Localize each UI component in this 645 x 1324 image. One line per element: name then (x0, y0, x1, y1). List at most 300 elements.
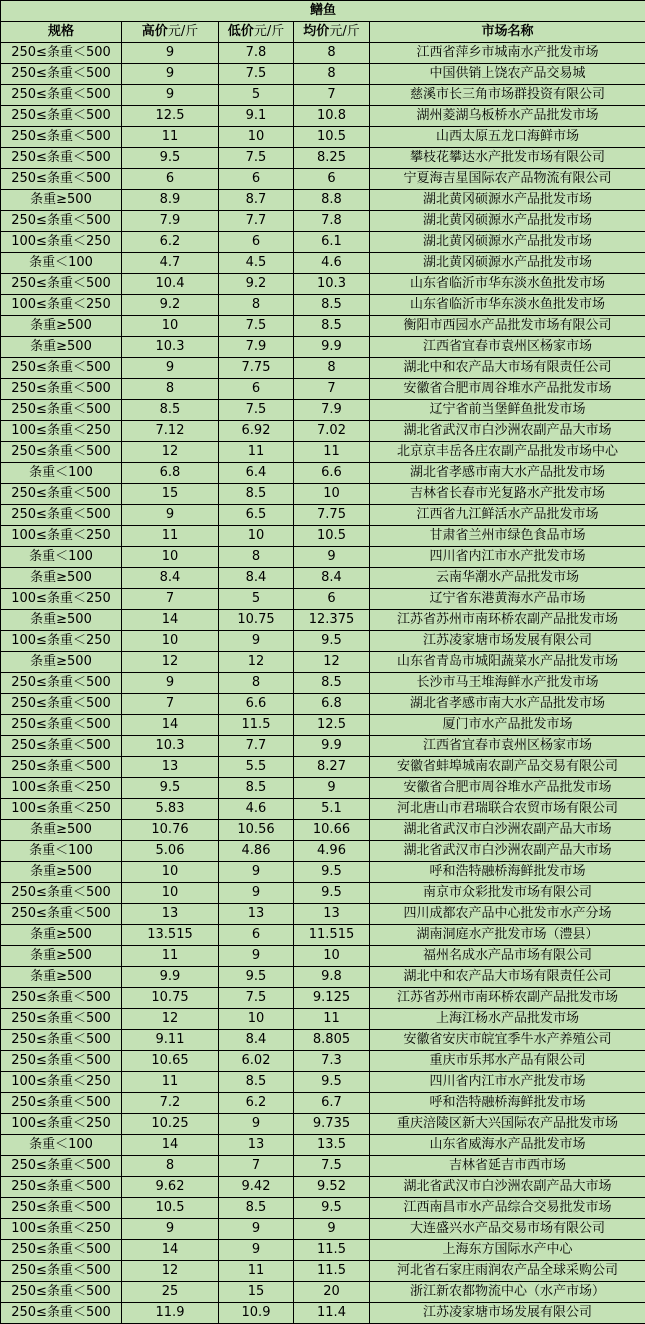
cell-spec: 条重≥500 (1, 337, 122, 358)
cell-spec: 100≤条重＜250 (1, 1072, 122, 1093)
cell-high-price: 14 (122, 1240, 219, 1261)
cell-spec: 250≤条重＜500 (1, 358, 122, 379)
cell-avg-price: 10.5 (294, 127, 370, 148)
cell-spec: 250≤条重＜500 (1, 1051, 122, 1072)
table-row (1, 967, 645, 988)
cell-market: 福州名成水产品市场有限公司 (370, 946, 645, 967)
cell-market: 四川成都农产品中心批发市水产分场 (370, 904, 645, 925)
cell-high-price: 11 (122, 127, 219, 148)
cell-high-price: 10.75 (122, 988, 219, 1009)
table-row (1, 1282, 645, 1303)
cell-low-price: 7.7 (219, 736, 294, 757)
header-high-label: 高价 (141, 24, 168, 39)
table-row (1, 1240, 645, 1261)
table-row (1, 988, 645, 1009)
cell-avg-price: 9.5 (294, 631, 370, 652)
cell-spec: 条重＜100 (1, 463, 122, 484)
table-row (1, 778, 645, 799)
table-row (1, 316, 645, 337)
cell-market: 江苏凌家塘市场发展有限公司 (370, 1303, 645, 1324)
table-body (1, 43, 645, 1324)
cell-high-price: 12.5 (122, 106, 219, 127)
cell-low-price: 10.9 (219, 1303, 294, 1324)
cell-avg-price: 6 (294, 169, 370, 190)
cell-market: 湖北省武汉市白沙洲农副产品大市场 (370, 1177, 645, 1198)
cell-spec: 250≤条重＜500 (1, 694, 122, 715)
cell-high-price: 10 (122, 631, 219, 652)
cell-low-price: 9 (219, 631, 294, 652)
cell-spec: 条重＜100 (1, 1135, 122, 1156)
cell-low-price: 4.6 (219, 799, 294, 820)
cell-market: 吉林省延吉市西市场 (370, 1156, 645, 1177)
cell-low-price: 13 (219, 904, 294, 925)
cell-low-price: 8 (219, 673, 294, 694)
cell-avg-price: 11.515 (294, 925, 370, 946)
table-row (1, 1261, 645, 1282)
table-row (1, 568, 645, 589)
cell-high-price: 14 (122, 715, 219, 736)
table-row (1, 1093, 645, 1114)
cell-market: 湖北省武汉市白沙洲农副产品大市场 (370, 421, 645, 442)
cell-low-price: 7.5 (219, 316, 294, 337)
cell-spec: 250≤条重＜500 (1, 379, 122, 400)
cell-avg-price: 8.5 (294, 316, 370, 337)
cell-high-price: 14 (122, 610, 219, 631)
cell-market: 上海东方国际水产中心 (370, 1240, 645, 1261)
table-row (1, 1030, 645, 1051)
cell-spec: 250≤条重＜500 (1, 1009, 122, 1030)
table-row (1, 820, 645, 841)
cell-spec: 条重≥500 (1, 946, 122, 967)
cell-spec: 250≤条重＜500 (1, 1240, 122, 1261)
table-row (1, 715, 645, 736)
header-market: 市场名称 (370, 22, 645, 43)
cell-market: 湖州菱湖乌板桥水产品批发市场 (370, 106, 645, 127)
cell-spec: 100≤条重＜250 (1, 232, 122, 253)
cell-low-price: 9.2 (219, 274, 294, 295)
cell-spec: 100≤条重＜250 (1, 589, 122, 610)
cell-low-price: 9 (219, 1219, 294, 1240)
cell-spec: 100≤条重＜250 (1, 526, 122, 547)
cell-low-price: 13 (219, 1135, 294, 1156)
table-row (1, 442, 645, 463)
table-row (1, 211, 645, 232)
cell-spec: 条重≥500 (1, 652, 122, 673)
cell-low-price: 10.56 (219, 820, 294, 841)
cell-low-price: 9 (219, 1114, 294, 1135)
cell-avg-price: 8.805 (294, 1030, 370, 1051)
cell-avg-price: 20 (294, 1282, 370, 1303)
cell-high-price: 9 (122, 1219, 219, 1240)
cell-low-price: 6.4 (219, 463, 294, 484)
cell-high-price: 10.76 (122, 820, 219, 841)
cell-spec: 250≤条重＜500 (1, 883, 122, 904)
cell-high-price: 10.4 (122, 274, 219, 295)
cell-high-price: 9 (122, 673, 219, 694)
table-row (1, 169, 645, 190)
cell-spec: 250≤条重＜500 (1, 211, 122, 232)
cell-avg-price: 10.8 (294, 106, 370, 127)
cell-low-price: 10 (219, 127, 294, 148)
cell-market: 攀枝花攀达水产批发市场有限公司 (370, 148, 645, 169)
cell-market: 中国供销上饶农产品交易城 (370, 64, 645, 85)
cell-avg-price: 8.27 (294, 757, 370, 778)
cell-market: 上海江杨水产品批发市场 (370, 1009, 645, 1030)
cell-avg-price: 9.735 (294, 1114, 370, 1135)
cell-market: 山东省临沂市华东淡水鱼批发市场 (370, 295, 645, 316)
cell-market: 江西南昌市水产品综合交易批发市场 (370, 1198, 645, 1219)
cell-low-price: 6.02 (219, 1051, 294, 1072)
cell-high-price: 9.9 (122, 967, 219, 988)
cell-high-price: 8 (122, 379, 219, 400)
header-avg-unit: 元/斤 (329, 24, 360, 39)
cell-market: 江苏省苏州市南环桥农副产品批发市场 (370, 988, 645, 1009)
cell-avg-price: 4.6 (294, 253, 370, 274)
cell-avg-price: 6.7 (294, 1093, 370, 1114)
table-row (1, 253, 645, 274)
table-row (1, 1156, 645, 1177)
cell-avg-price: 9.9 (294, 736, 370, 757)
cell-high-price: 10 (122, 316, 219, 337)
cell-low-price: 12 (219, 652, 294, 673)
cell-spec: 100≤条重＜250 (1, 631, 122, 652)
cell-spec: 250≤条重＜500 (1, 43, 122, 64)
header-spec: 规格 (1, 22, 122, 43)
cell-market: 湖北省孝感市南大水产品批发市场 (370, 694, 645, 715)
cell-market: 南京市众彩批发市场有限公司 (370, 883, 645, 904)
cell-avg-price: 9.52 (294, 1177, 370, 1198)
cell-low-price: 7.9 (219, 337, 294, 358)
cell-high-price: 7 (122, 694, 219, 715)
table-row (1, 526, 645, 547)
header-high-price (122, 22, 219, 43)
cell-spec: 250≤条重＜500 (1, 64, 122, 85)
cell-low-price: 6.2 (219, 1093, 294, 1114)
cell-high-price: 11 (122, 526, 219, 547)
cell-high-price: 8 (122, 1156, 219, 1177)
cell-spec: 条重≥500 (1, 316, 122, 337)
table-row (1, 295, 645, 316)
cell-low-price: 6 (219, 379, 294, 400)
cell-avg-price: 10 (294, 946, 370, 967)
cell-low-price: 9.5 (219, 967, 294, 988)
table-row (1, 484, 645, 505)
cell-market: 山西太原五龙口海鲜市场 (370, 127, 645, 148)
cell-high-price: 13 (122, 904, 219, 925)
cell-avg-price: 7 (294, 379, 370, 400)
cell-low-price: 5.5 (219, 757, 294, 778)
cell-market: 江西省宜春市袁州区杨家市场 (370, 337, 645, 358)
cell-spec: 250≤条重＜500 (1, 757, 122, 778)
table-row (1, 694, 645, 715)
table-row (1, 358, 645, 379)
table-row (1, 904, 645, 925)
cell-low-price: 11 (219, 1261, 294, 1282)
table-row (1, 841, 645, 862)
cell-market: 厦门市水产品批发市场 (370, 715, 645, 736)
cell-high-price: 10.65 (122, 1051, 219, 1072)
cell-avg-price: 10 (294, 484, 370, 505)
cell-low-price: 9 (219, 862, 294, 883)
cell-high-price: 9 (122, 85, 219, 106)
table-row (1, 925, 645, 946)
cell-market: 湖南洞庭水产批发市场（澧县） (370, 925, 645, 946)
cell-market: 长沙市马王堆海鲜水产批发市场 (370, 673, 645, 694)
cell-high-price: 7.2 (122, 1093, 219, 1114)
cell-spec: 250≤条重＜500 (1, 274, 122, 295)
cell-low-price: 8 (219, 295, 294, 316)
table-row (1, 1198, 645, 1219)
cell-market: 山东省临沂市华东淡水鱼批发市场 (370, 274, 645, 295)
cell-spec: 100≤条重＜250 (1, 799, 122, 820)
cell-avg-price: 11.4 (294, 1303, 370, 1324)
cell-avg-price: 6.1 (294, 232, 370, 253)
cell-spec: 250≤条重＜500 (1, 736, 122, 757)
cell-avg-price: 7.75 (294, 505, 370, 526)
cell-high-price: 10 (122, 862, 219, 883)
cell-market: 河北唐山市君瑞联合农贸市场有限公司 (370, 799, 645, 820)
cell-spec: 250≤条重＜500 (1, 988, 122, 1009)
header-high-unit: 元/斤 (167, 24, 199, 39)
cell-spec: 250≤条重＜500 (1, 484, 122, 505)
cell-high-price: 12 (122, 652, 219, 673)
cell-avg-price: 10.66 (294, 820, 370, 841)
cell-low-price: 7.75 (219, 358, 294, 379)
cell-spec: 条重≥500 (1, 610, 122, 631)
cell-low-price: 11 (219, 442, 294, 463)
table-row (1, 337, 645, 358)
cell-low-price: 6 (219, 169, 294, 190)
cell-high-price: 10.5 (122, 1198, 219, 1219)
cell-spec: 250≤条重＜500 (1, 673, 122, 694)
cell-market: 湖北省武汉市白沙洲农副产品大市场 (370, 841, 645, 862)
cell-low-price: 7.5 (219, 148, 294, 169)
table-row (1, 1009, 645, 1030)
cell-low-price: 9 (219, 883, 294, 904)
cell-avg-price: 9.5 (294, 1072, 370, 1093)
table-row (1, 1219, 645, 1240)
cell-spec: 250≤条重＜500 (1, 148, 122, 169)
cell-market: 四川省内江市水产批发市场 (370, 1072, 645, 1093)
cell-low-price: 7.5 (219, 400, 294, 421)
cell-market: 辽宁省前当堡鲜鱼批发市场 (370, 400, 645, 421)
cell-spec: 250≤条重＜500 (1, 85, 122, 106)
table-row (1, 757, 645, 778)
cell-spec: 100≤条重＜250 (1, 1114, 122, 1135)
cell-spec: 250≤条重＜500 (1, 1156, 122, 1177)
cell-avg-price: 9.5 (294, 883, 370, 904)
cell-avg-price: 10.3 (294, 274, 370, 295)
header-low-unit: 元/斤 (253, 24, 285, 39)
cell-low-price: 15 (219, 1282, 294, 1303)
cell-market: 安徽省合肥市周谷堆水产品批发市场 (370, 778, 645, 799)
cell-avg-price: 9.5 (294, 862, 370, 883)
cell-spec: 250≤条重＜500 (1, 715, 122, 736)
cell-low-price: 9 (219, 946, 294, 967)
cell-low-price: 6.6 (219, 694, 294, 715)
title-row (1, 1, 645, 22)
cell-spec: 条重＜100 (1, 547, 122, 568)
cell-spec: 250≤条重＜500 (1, 442, 122, 463)
cell-market: 江西省宜春市袁州区杨家市场 (370, 736, 645, 757)
cell-market: 重庆涪陵区新大兴国际农产品批发市场 (370, 1114, 645, 1135)
cell-avg-price: 7.3 (294, 1051, 370, 1072)
cell-market: 江西省九江鲜活水产品批发市场 (370, 505, 645, 526)
cell-market: 云南华潮水产品批发市场 (370, 568, 645, 589)
cell-market: 呼和浩特融桥海鲜批发市场 (370, 1093, 645, 1114)
cell-spec: 100≤条重＜250 (1, 778, 122, 799)
cell-avg-price: 7.8 (294, 211, 370, 232)
cell-high-price: 9 (122, 64, 219, 85)
cell-avg-price: 11 (294, 442, 370, 463)
cell-low-price: 7.8 (219, 43, 294, 64)
cell-market: 江苏凌家塘市场发展有限公司 (370, 631, 645, 652)
cell-spec: 250≤条重＜500 (1, 1303, 122, 1324)
cell-low-price: 7.5 (219, 988, 294, 1009)
cell-low-price: 9.1 (219, 106, 294, 127)
cell-market: 宁夏海吉星国际农产品物流有限公司 (370, 169, 645, 190)
cell-low-price: 6.5 (219, 505, 294, 526)
cell-low-price: 5 (219, 589, 294, 610)
cell-high-price: 9 (122, 358, 219, 379)
cell-high-price: 9.2 (122, 295, 219, 316)
cell-market: 大连盛兴水产品交易市场有限公司 (370, 1219, 645, 1240)
cell-low-price: 6.92 (219, 421, 294, 442)
cell-spec: 250≤条重＜500 (1, 127, 122, 148)
cell-market: 吉林省长春市光复路水产批发市场 (370, 484, 645, 505)
cell-low-price: 4.5 (219, 253, 294, 274)
table-row (1, 652, 645, 673)
cell-avg-price: 11 (294, 1009, 370, 1030)
cell-avg-price: 9.9 (294, 337, 370, 358)
cell-avg-price: 8 (294, 43, 370, 64)
cell-avg-price: 12 (294, 652, 370, 673)
cell-high-price: 6.2 (122, 232, 219, 253)
cell-spec: 250≤条重＜500 (1, 505, 122, 526)
cell-avg-price: 5.1 (294, 799, 370, 820)
cell-spec: 250≤条重＜500 (1, 1261, 122, 1282)
cell-low-price: 7.7 (219, 211, 294, 232)
table-title: 鳝鱼 (1, 1, 645, 22)
cell-low-price: 6 (219, 925, 294, 946)
cell-high-price: 8.9 (122, 190, 219, 211)
cell-low-price: 9.42 (219, 1177, 294, 1198)
cell-avg-price: 8.4 (294, 568, 370, 589)
cell-market: 山东省威海水产品批发市场 (370, 1135, 645, 1156)
cell-spec: 250≤条重＜500 (1, 904, 122, 925)
table-row (1, 631, 645, 652)
cell-high-price: 12 (122, 1261, 219, 1282)
cell-low-price: 4.86 (219, 841, 294, 862)
cell-low-price: 8.5 (219, 484, 294, 505)
cell-market: 江苏省苏州市南环桥农副产品批发市场 (370, 610, 645, 631)
table-row (1, 43, 645, 64)
cell-spec: 250≤条重＜500 (1, 1198, 122, 1219)
table-row (1, 106, 645, 127)
cell-market: 辽宁省东港黄海水产品市场 (370, 589, 645, 610)
cell-avg-price: 8.25 (294, 148, 370, 169)
cell-high-price: 13.515 (122, 925, 219, 946)
cell-market: 慈溪市长三角市场群投资有限公司 (370, 85, 645, 106)
cell-avg-price: 9 (294, 778, 370, 799)
cell-spec: 条重≥500 (1, 967, 122, 988)
cell-avg-price: 9 (294, 1219, 370, 1240)
cell-spec: 100≤条重＜250 (1, 421, 122, 442)
cell-high-price: 6 (122, 169, 219, 190)
cell-spec: 条重＜100 (1, 253, 122, 274)
cell-spec: 条重≥500 (1, 190, 122, 211)
header-low-label: 低价 (227, 24, 254, 39)
cell-avg-price: 13 (294, 904, 370, 925)
table-row (1, 421, 645, 442)
cell-high-price: 9.11 (122, 1030, 219, 1051)
table-row (1, 883, 645, 904)
cell-spec: 100≤条重＜250 (1, 295, 122, 316)
cell-avg-price: 12.5 (294, 715, 370, 736)
cell-avg-price: 8.5 (294, 295, 370, 316)
table-row (1, 946, 645, 967)
cell-market: 湖北黄冈硕源水产品批发市场 (370, 232, 645, 253)
cell-spec: 条重＜100 (1, 841, 122, 862)
cell-avg-price: 9 (294, 547, 370, 568)
table-row (1, 127, 645, 148)
cell-high-price: 9.62 (122, 1177, 219, 1198)
table-row (1, 1135, 645, 1156)
cell-high-price: 11 (122, 946, 219, 967)
table-row (1, 799, 645, 820)
cell-high-price: 10.3 (122, 337, 219, 358)
cell-avg-price: 11.5 (294, 1240, 370, 1261)
cell-high-price: 5.06 (122, 841, 219, 862)
cell-spec: 250≤条重＜500 (1, 1093, 122, 1114)
table-row (1, 190, 645, 211)
cell-market: 湖北黄冈硕源水产品批发市场 (370, 211, 645, 232)
cell-avg-price: 7.9 (294, 400, 370, 421)
cell-high-price: 12 (122, 1009, 219, 1030)
cell-market: 湖北省孝感市南大水产品批发市场 (370, 463, 645, 484)
cell-avg-price: 8 (294, 64, 370, 85)
cell-low-price: 8.5 (219, 1072, 294, 1093)
table-row (1, 547, 645, 568)
cell-low-price: 8.5 (219, 1198, 294, 1219)
table-row (1, 862, 645, 883)
cell-low-price: 8.4 (219, 1030, 294, 1051)
cell-high-price: 10.3 (122, 736, 219, 757)
cell-low-price: 10 (219, 526, 294, 547)
cell-avg-price: 4.96 (294, 841, 370, 862)
cell-high-price: 10 (122, 883, 219, 904)
cell-market: 安徽省蚌埠城南农副产品交易有限公司 (370, 757, 645, 778)
cell-spec: 250≤条重＜500 (1, 1282, 122, 1303)
cell-high-price: 9.5 (122, 148, 219, 169)
table-row (1, 589, 645, 610)
cell-high-price: 9.5 (122, 778, 219, 799)
cell-spec: 条重≥500 (1, 862, 122, 883)
table-row (1, 1051, 645, 1072)
header-row (1, 22, 645, 43)
cell-low-price: 10 (219, 1009, 294, 1030)
cell-avg-price: 7 (294, 85, 370, 106)
cell-market: 重庆市乐邦水产品有限公司 (370, 1051, 645, 1072)
cell-high-price: 5.83 (122, 799, 219, 820)
cell-high-price: 7.12 (122, 421, 219, 442)
cell-low-price: 8 (219, 547, 294, 568)
cell-avg-price: 11.5 (294, 1261, 370, 1282)
table-row (1, 232, 645, 253)
table-row (1, 673, 645, 694)
cell-avg-price: 7.5 (294, 1156, 370, 1177)
table-row (1, 148, 645, 169)
